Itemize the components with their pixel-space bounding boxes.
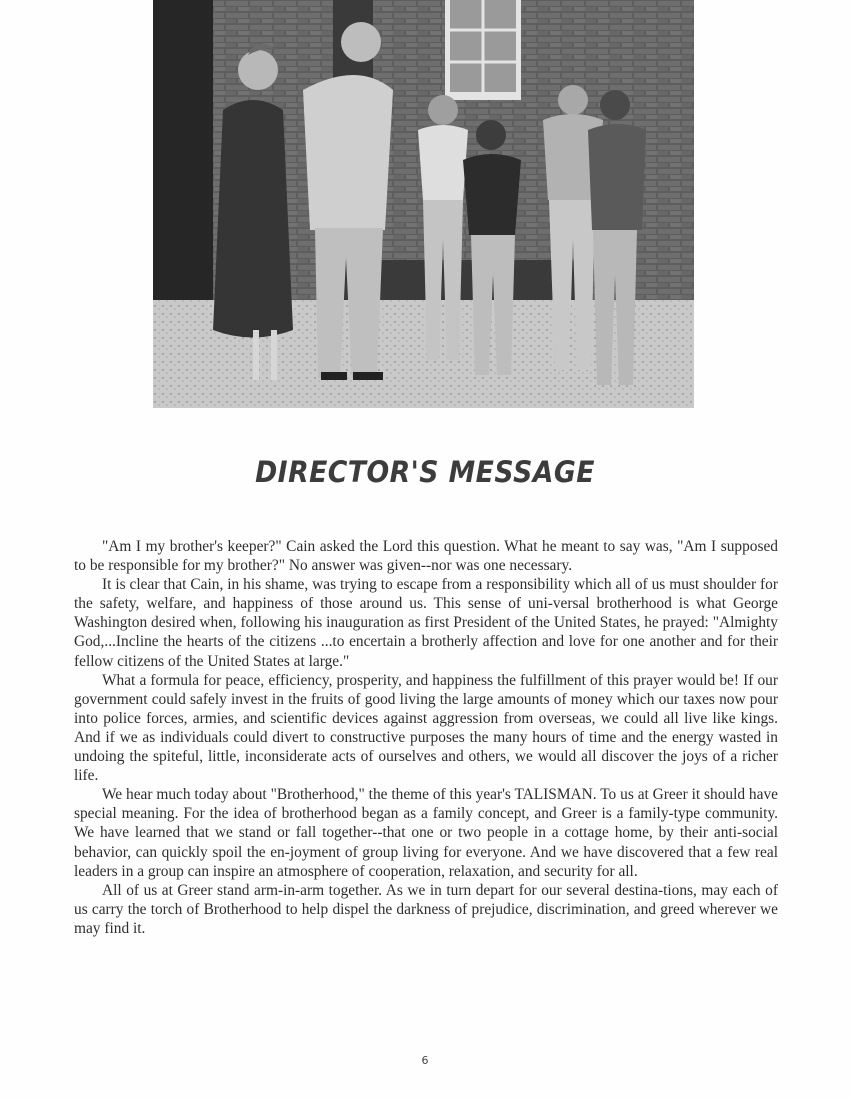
paragraph: All of us at Greer stand arm-in-arm together. As we in turn depart for our several destina-tions, may each of us carry the torch of Brotherhood to help dispel the darkness of prejudice, discrimination, and greed wherever we may find it. <box>74 881 778 937</box>
photo-illustration <box>153 0 694 408</box>
message-body <box>74 537 778 938</box>
page-title: DIRECTOR'S MESSAGE <box>255 455 595 489</box>
paragraph: It is clear that Cain, in his shame, was trying to escape from a responsibility which all of us must shoulder for the safety, welfare, and happiness of those around us. This sense of uni-versal brotherhood is what George Washington desired when, following his inauguration as first President of the United States, he prayed: "Almighty God,...Incline the hearts of the citizens ...to encertain a brotherly affection and love for one another and for their fellow citizens of the United States at large." <box>74 576 778 670</box>
paragraph: "Am I my brother's keeper?" Cain asked the Lord this question. What he meant to say was, "Am I supposed to be responsible for my brother?" No answer was given--nor was one necessary. <box>74 538 778 575</box>
doorway <box>153 0 223 300</box>
paragraph: We hear much today about "Brotherhood," the theme of this year's TALISMAN. To us at Greer it should have special meaning. For the idea of brotherhood began as a family concept, and Greer is a family-type community. We have learned that we stand or fall together--that one or two people in a cottage home, by their anti-social behavior, can quickly spoil the en-joyment of group living for everyone. And we have discovered that a few real leaders in a group can inspire an atmosphere of cooperation, relaxation, and security for all. <box>74 786 778 880</box>
page-number: 6 <box>421 1054 429 1067</box>
group-photo <box>153 0 694 408</box>
paragraph: What a formula for peace, efficiency, prosperity, and happiness the fulfillment of this prayer would be! If our government could safely invest in the fruits of good living the large amounts of money which our taxes now pour into police forces, armies, and scientific devices against aggression from overseas, we could all live like kings. And if we as individuals could divert to constructive purposes the many hours of time and the energy wasted in undoing the spiteful, little, inconsiderate acts of ourselves and others, we would all discover the joys of a richer life. <box>74 671 778 785</box>
